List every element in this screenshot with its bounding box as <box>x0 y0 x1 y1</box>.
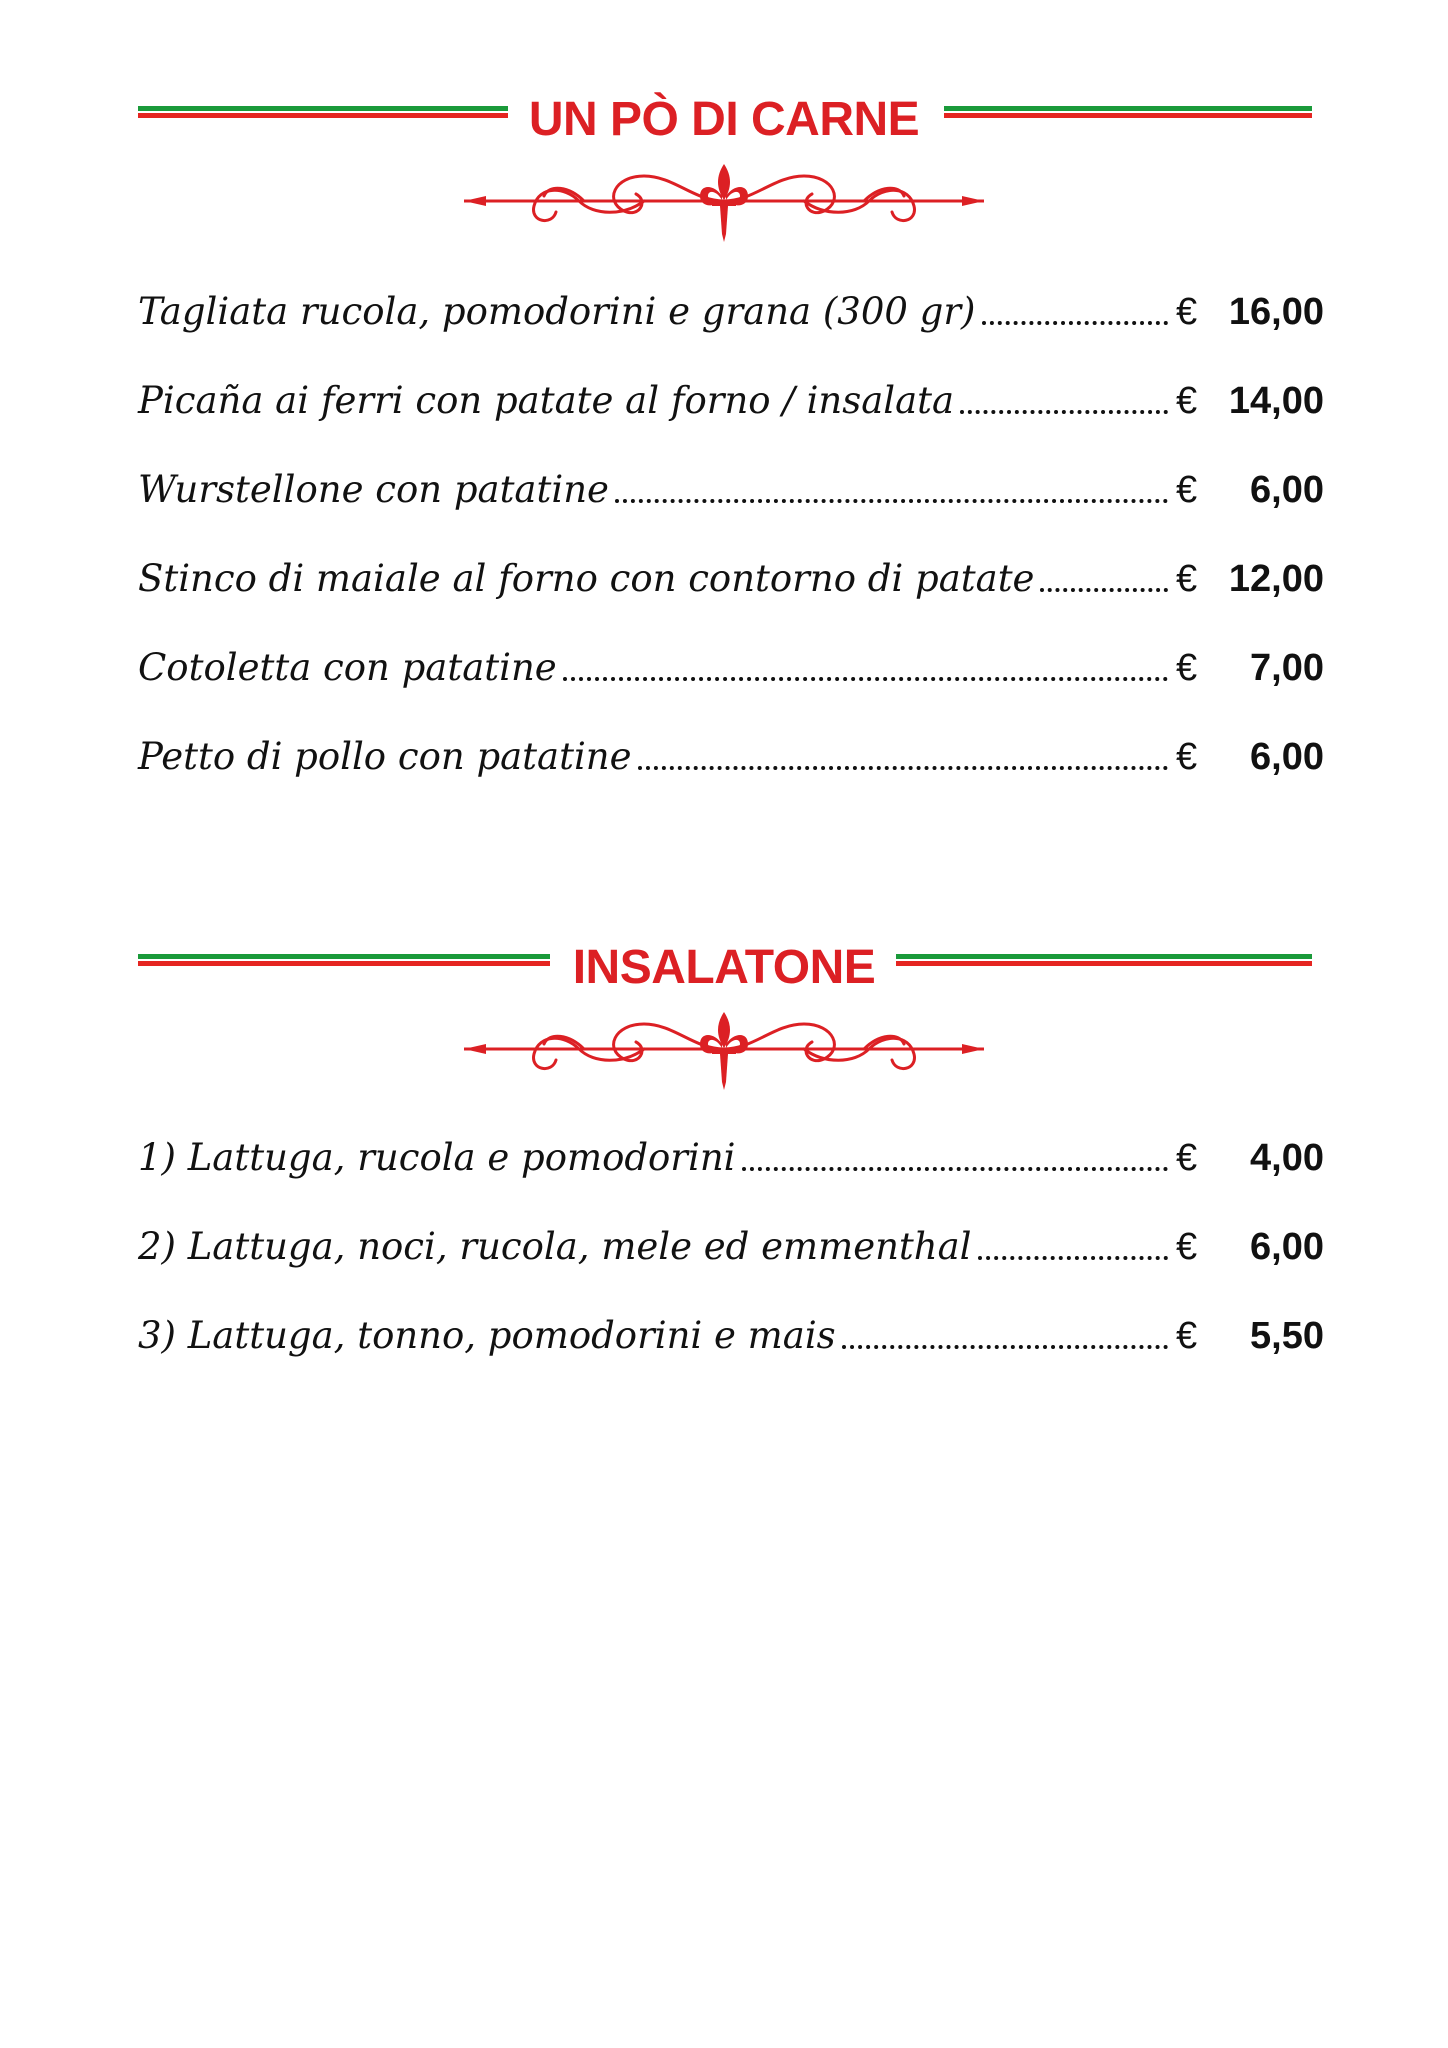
section-title: INSALATONE <box>0 940 1448 996</box>
menu-item-currency: € <box>1176 380 1198 422</box>
fleur-de-lis-flourish-icon <box>464 156 984 246</box>
dot-leader <box>842 1345 1168 1349</box>
menu-item <box>138 721 1324 781</box>
menu-item-price: 7,00 <box>1250 647 1324 689</box>
dot-leader <box>982 321 1169 325</box>
menu-item <box>138 454 1324 514</box>
dot-leader <box>960 410 1168 414</box>
dot-leader <box>742 1167 1169 1171</box>
menu-item <box>138 276 1324 336</box>
menu-item-price: 5,50 <box>1250 1315 1324 1357</box>
menu-item-name: 1) Lattuga, rucola e pomodorini <box>138 1136 736 1179</box>
menu-item-name: Tagliata rucola, pomodorini e grana (300 gr) <box>138 290 976 333</box>
dot-leader <box>978 1256 1168 1260</box>
menu-item-currency: € <box>1176 736 1198 778</box>
menu-item-price: 16,00 <box>1228 291 1324 333</box>
dot-leader <box>563 677 1168 681</box>
fleur-de-lis-flourish-icon <box>464 1004 984 1094</box>
menu-item-name: 2) Lattuga, noci, rucola, mele ed emmenthal <box>138 1225 972 1268</box>
menu-item-price: 6,00 <box>1250 736 1324 778</box>
menu-item-currency: € <box>1176 558 1198 600</box>
menu-item-name: Picaña ai ferri con patate al forno / insalata <box>138 379 955 422</box>
dot-leader <box>1040 588 1168 592</box>
section-insalatone <box>0 940 1448 1094</box>
menu-item-currency: € <box>1176 647 1198 689</box>
menu-item-price: 6,00 <box>1250 1226 1324 1268</box>
section-header <box>0 940 1448 1000</box>
menu-item <box>138 632 1324 692</box>
section-header <box>0 92 1448 152</box>
menu-item-currency: € <box>1176 291 1198 333</box>
menu-item-name: Cotoletta con patatine <box>138 646 557 689</box>
menu-item <box>138 1300 1324 1360</box>
menu-item-currency: € <box>1176 469 1198 511</box>
menu-item-currency: € <box>1176 1137 1198 1179</box>
menu-item-price: 6,00 <box>1250 469 1324 511</box>
menu-item <box>138 1122 1324 1182</box>
section-carne <box>0 92 1448 246</box>
menu-item-name: 3) Lattuga, tonno, pomodorini e mais <box>138 1314 836 1357</box>
menu-item <box>138 543 1324 603</box>
menu-item-currency: € <box>1176 1226 1198 1268</box>
menu-item <box>138 365 1324 425</box>
menu-item <box>138 1211 1324 1271</box>
menu-item-price: 14,00 <box>1228 380 1324 422</box>
section-title: UN PÒ DI CARNE <box>0 92 1448 148</box>
menu-item-price: 12,00 <box>1228 558 1324 600</box>
menu-item-currency: € <box>1176 1315 1198 1357</box>
menu-item-price: 4,00 <box>1250 1137 1324 1179</box>
dot-leader <box>615 499 1168 503</box>
dot-leader <box>638 766 1168 770</box>
menu-item-name: Wurstellone con patatine <box>138 468 609 511</box>
menu-item-name: Stinco di maiale al forno con contorno di patate <box>138 557 1035 600</box>
menu-item-name: Petto di pollo con patatine <box>138 735 632 778</box>
